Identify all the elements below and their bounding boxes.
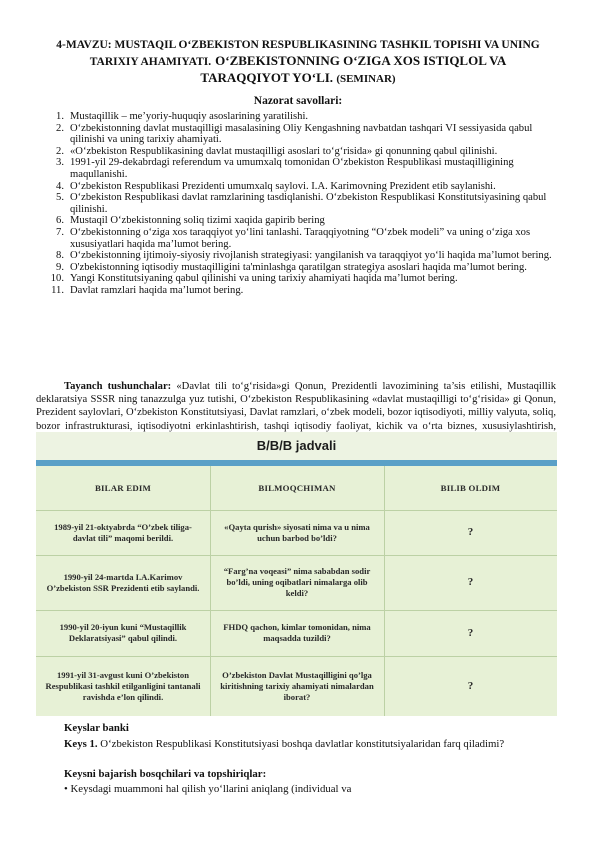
table-cell: 1989-yil 21-oktyabrda “O’zbek tiliga-davlat tili” maqomi berildi. [54, 521, 192, 543]
question-number: 3. [56, 157, 64, 169]
question-text: O‘zbekistonning o‘ziga xos taraqqiyot yo‘lini tanlashi. Taraqqiyotning “O‘zbek modeli” va uning o‘ziga xos xususiyatlari haqida ma’lumot bering. [70, 226, 531, 250]
question-text: Mustaqillik – me’yoriy-huquqiy asoslarining yaratilishi. [70, 111, 309, 122]
question-item [36, 157, 556, 180]
question-number: 7. [56, 226, 64, 238]
case-1 [36, 737, 556, 751]
cases-heading: Keyslar banki [64, 722, 129, 734]
seminar-label: (SEMINAR) [336, 73, 396, 85]
table-header-cell: BILIB OLDIM [440, 482, 501, 493]
bbb-table-title: B/B/B jadvali [36, 432, 557, 460]
question-text: Mustaqil O‘zbekistonning soliq tizimi xaqida gapirib bering [70, 215, 325, 227]
question-text: O‘zbekiston Respublikasi davlat ramzlarining tasdiqlanishi. O‘zbekiston Respublikasi Konstitutsiyasining qabul qilinishi. [70, 192, 547, 215]
table-cell: “Farg’na voqeasi” nima sababdan sodir bo’ldi, uning oqibatlari nimalarga olib keldi? [223, 566, 371, 598]
question-text: O‘zbekiston Respublikasi Prezidenti umumxalq saylovi. I.A. Karimovning Prezident etib saylanishi. [70, 180, 496, 192]
question-number: 9. [56, 261, 64, 273]
question-item [36, 285, 556, 297]
question-number: 8. [56, 250, 64, 262]
question-text: 1991-yil 29-dekabrdagi referendum va umumxalq tomonidan O‘zbekiston Respublikasi mustaqilligining maqullanishi. [70, 157, 514, 180]
topic-title [40, 37, 556, 87]
question-item [36, 250, 556, 262]
table-header-cell: BILMOQCHIMAN [258, 482, 336, 493]
table-cell: ? [467, 526, 474, 538]
concepts-text: «Davlat tili to‘g‘risida»gi Qonun, Prezidentli lavozimining ta’sis etilishi, Mustaqillik deklaratsiya SSSR ning tanazzulga yuz tutishi, O‘zbekiston Respublikasining «davlat mustaqilligi to‘g‘risida» gi Qonun, Prezident saylovlari, O‘zbekiston Konstitutsiyasi, Davlat ramzlari, o‘zbek modeli, bozor iqtisodiyoti, milliy valyuta, soliq, bozor infrastrukturasi, iqtisodiyotni erkinlashtirish, tashqi iqtisodiy faoliyat, kichik va o‘rta biznes, xususiylashtirish, [36, 381, 556, 432]
question-number: 1. [56, 111, 64, 122]
question-number: 5. [56, 192, 64, 204]
question-text: Davlat ramzlari haqida ma’lumot bering. [70, 284, 244, 296]
table-cell: 1991-yil 31-avgust kuni O’zbekiston Respublikasi tashkil etilganligini tantanali ravishda e’lon qilindi. [45, 669, 201, 702]
bbb-table [36, 466, 557, 716]
title-line-2a: TARIXIY AHAMIYATI. [89, 56, 212, 68]
question-text: O'zbekistonning iqtisodiy mustaqilligini ta'minlashga qaratilgan strategiya asoslari haqida ma’lumot bering. [70, 261, 527, 273]
title-line-3 [40, 70, 556, 87]
table-cell: ? [467, 626, 474, 639]
question-number: 4. [56, 180, 64, 192]
steps-heading: Keysni bajarish bosqchilari va topshiriqlar: [64, 768, 267, 780]
question-text: O‘zbekistonning davlat mustaqilligi masalasining Oliy Kengashning navbatdan tashqari VI sessiyasida qabul qilinishi va uning tarixiy ahamiyati. [70, 122, 533, 146]
table-cell: ? [467, 576, 474, 588]
question-item [36, 181, 556, 193]
question-text: O‘zbekistonning ijtimoiy-siyosiy rivojlanish strategiyasi: yangilanish va taraqqiyot yo‘li haqida ma’lumot bering. [70, 250, 552, 262]
case-1-text: O‘zbekiston Respublikasi Konstitutsiyasi boshqa davlatlar konstitutsiyalaridan farq qiladimi? [97, 738, 505, 750]
question-number: 11. [51, 284, 64, 296]
question-number: 10. [50, 273, 64, 285]
question-item [36, 192, 556, 215]
table-cell: ? [467, 679, 474, 692]
question-item [36, 146, 556, 158]
question-text: «O‘zbekiston Respublikasining davlat mustaqilligi asoslari to‘g‘risida» gi qonunning qabul qilinishi. [70, 145, 498, 157]
question-number: 2. [56, 145, 64, 157]
concepts-label: Tayanch tushunchalar: [64, 381, 172, 392]
question-text: Yangi Konstitutsiyaning qabul qilinishi va uning tarixiy ahamiyati haqida ma’lumot bering. [70, 273, 458, 285]
question-item [36, 273, 556, 285]
case-1-label: Keys 1. [64, 738, 98, 750]
title-line-2b: O‘ZBEKISTONNING O‘ZIGA XOS ISTIQLOL VA [215, 53, 507, 68]
question-item [36, 123, 556, 146]
table-cell: «Qayta qurish» siyosati nima va u nima uchun barbod bo’ldi? [224, 521, 370, 543]
title-line-3a: TARAQQIYOT YO‘LI. [200, 70, 334, 85]
question-number: 6. [56, 215, 64, 227]
table-cell: 1990-yil 20-iyun kuni “Mustaqillik Deklaratsiyasi” qabul qilindi. [59, 622, 187, 643]
table-header-cell: BILAR EDIM [94, 482, 151, 493]
bbb-table-figure [36, 432, 557, 716]
question-item [36, 215, 556, 227]
question-item [36, 227, 556, 250]
table-cell: 1990-yil 24-martda I.A.Karimov O’zbekiston SSR Prezidenti etib saylandi. [46, 571, 200, 593]
question-item [36, 111, 556, 123]
questions-list [36, 111, 556, 297]
table-cell: O’zbekiston Davlat Mustaqilligini qo’lga kiritishning tarixiy ahamiyati nimalardan iborat? [220, 669, 374, 702]
question-item [36, 262, 556, 274]
title-line-1: 4-MAVZU: MUSTAQIL O‘ZBEKISTON RESPUBLIKASINING TASHKIL TOPISHI VA UNING [56, 39, 540, 51]
questions-heading: Nazorat savollari: [253, 95, 343, 107]
step-bullet: • Keysdagi muammoni hal qilish yo‘llarini aniqlang (individual va [64, 783, 352, 795]
table-cell: FHDQ qachon, kimlar tomonidan, nima maqsadda tuzildi? [223, 622, 371, 643]
question-number: 2. [56, 122, 64, 134]
